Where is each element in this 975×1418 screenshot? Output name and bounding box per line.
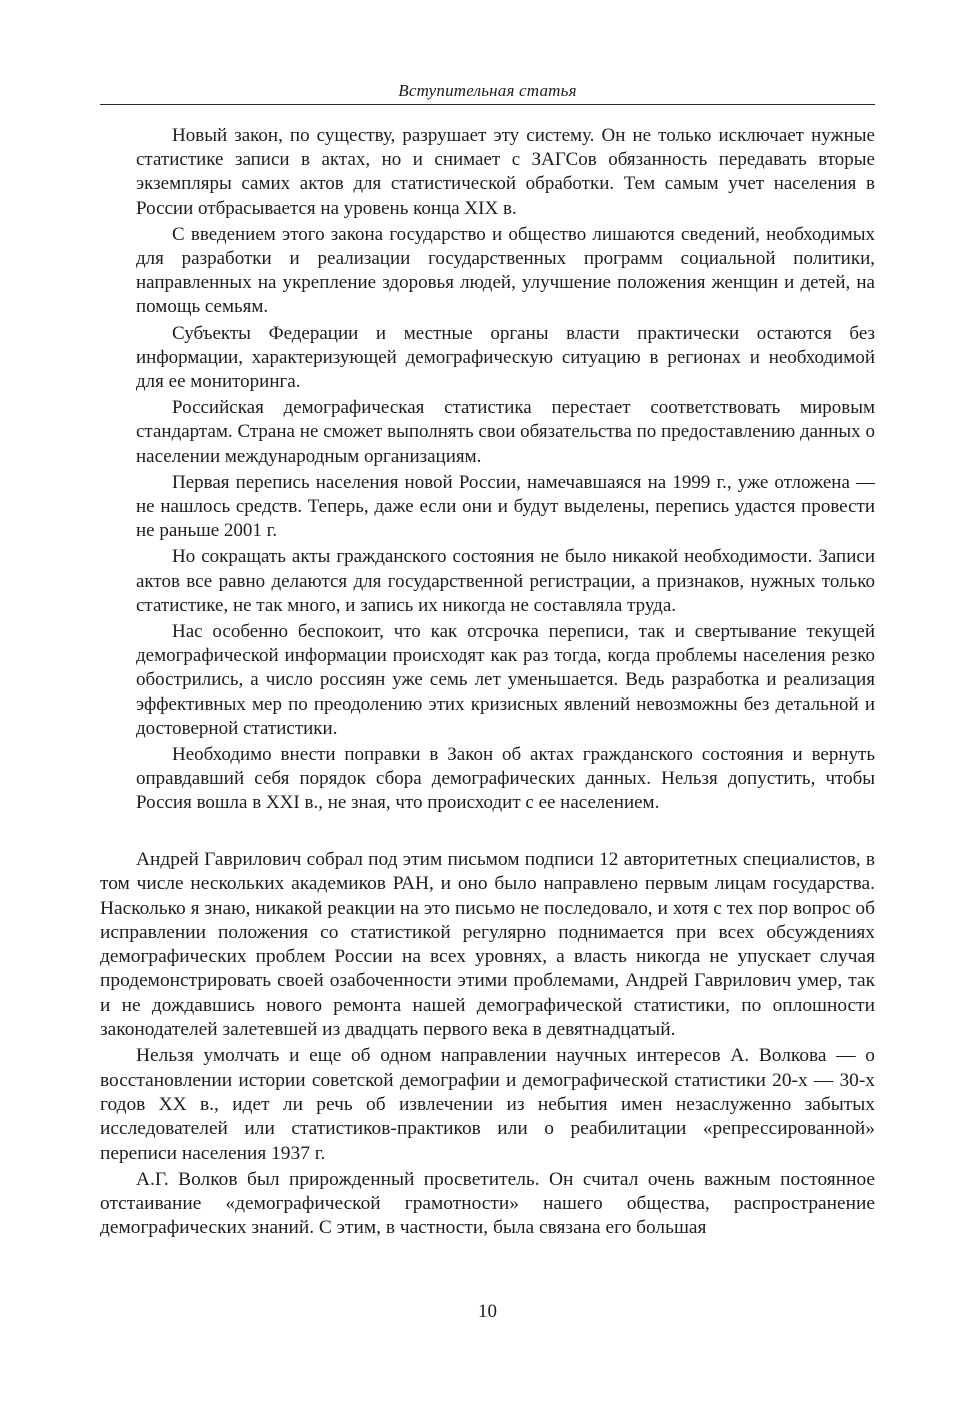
quote-paragraph: Нас особенно беспокоит, что как отсрочка переписи, так и свертывание текущей демографической информации происходят как раз тогда, когда проблемы населения резко обострились, а число россиян уже семь лет уменьшается. Ведь разработка и реализация эффективных мер по преодолению этих кризисных явлений невозможны без детальной и достоверной статистики. (136, 621, 875, 739)
quote-paragraph: Первая перепись населения новой России, намечавшаяся на 1999 г., уже отложена — не нашлось средств. Теперь, даже если они и будут выделены, перепись удастся провести не раньше 2001 г. (136, 471, 875, 542)
quote-paragraph: Необходимо внести поправки в Закон об актах гражданского состояния и вернуть оправдавший себя порядок сбора демографических данных. Нельзя допустить, чтобы Россия вошла в XXI в., не зная, что происходит с ее населением. (136, 744, 875, 814)
quote-paragraph: Субъекты Федерации и местные органы власти практически остаются без информации, характеризующей демографическую ситуацию в регионах и необходимой для ее мониторинга. (136, 322, 875, 393)
quote-paragraph: Но сокращать акты гражданского состояния не было никакой необходимости. Записи актов все равно делаются для государственной регистрации, а признаков, нужных только статистике, не так много, и запись их никогда не составляла труда. (136, 546, 875, 616)
main-text (100, 848, 875, 1243)
quote-paragraph: Новый закон, по существу, разрушает эту систему. Он не только исключает нужные статистике записи в актах, но и снимает с ЗАГСов обязанность передавать вторые экземпляры самих актов для статистической обработки. Тем самым учет населения в России отбрасывается на уровень конца XIX в. (136, 125, 875, 219)
page-number: 10 (478, 1301, 497, 1322)
running-header: Вступительная статья (398, 81, 577, 100)
header-divider (100, 104, 875, 105)
body-paragraph: Нельзя умолчать и еще об одном направлении научных интересов А. Волкова — о восстановлении истории советской демографии и демографической статистики 20-х — 30-х годов XX в., идет ли речь об извлечении из небытия имен незаслуженно забытых исследователей или статистиков-практиков или о реабилитации «репрессированной» переписи населения 1937 г. (100, 1045, 875, 1164)
quote-paragraph: Российская демографическая статистика перестает соответствовать мировым стандартам. Страна не сможет выполнять свои обязательства по предоставлению данных о населении международным организациям. (136, 397, 875, 467)
quoted-letter (136, 124, 875, 818)
body-paragraph: Андрей Гаврилович собрал под этим письмом подписи 12 авторитетных специалистов, в том числе нескольких академиков РАН, и оно было направлено первым лицам государства. Насколько я знаю, никакой реакции на это письмо не последовало, и хотя с тех пор вопрос об исправлении положения со статистикой регулярно поднимается при всех обсуждениях демографических проблем России на всех уровнях, а власть никогда не упускает случая продемонстрировать своей озабоченности этими проблемами, Андрей Гаврилович умер, так и не дождавшись нового ремонта нашей демографической статистики, по оплошности законодателей залетевшей из двадцать первого века в девятнадцатый. (100, 849, 875, 1041)
body-paragraph: А.Г. Волков был прирожденный просветитель. Он считал очень важным постоянное отстаивание «демографической грамотности» нашего общества, распространение демографических знаний. С этим, в частности, была связана его большая (100, 1168, 875, 1239)
quote-paragraph: С введением этого закона государство и общество лишаются сведений, необходимых для разработки и реализации государственных программ социальной политики, направленных на укрепление здоровья людей, улучшение положения женщин и детей, на помощь семьям. (136, 223, 875, 318)
